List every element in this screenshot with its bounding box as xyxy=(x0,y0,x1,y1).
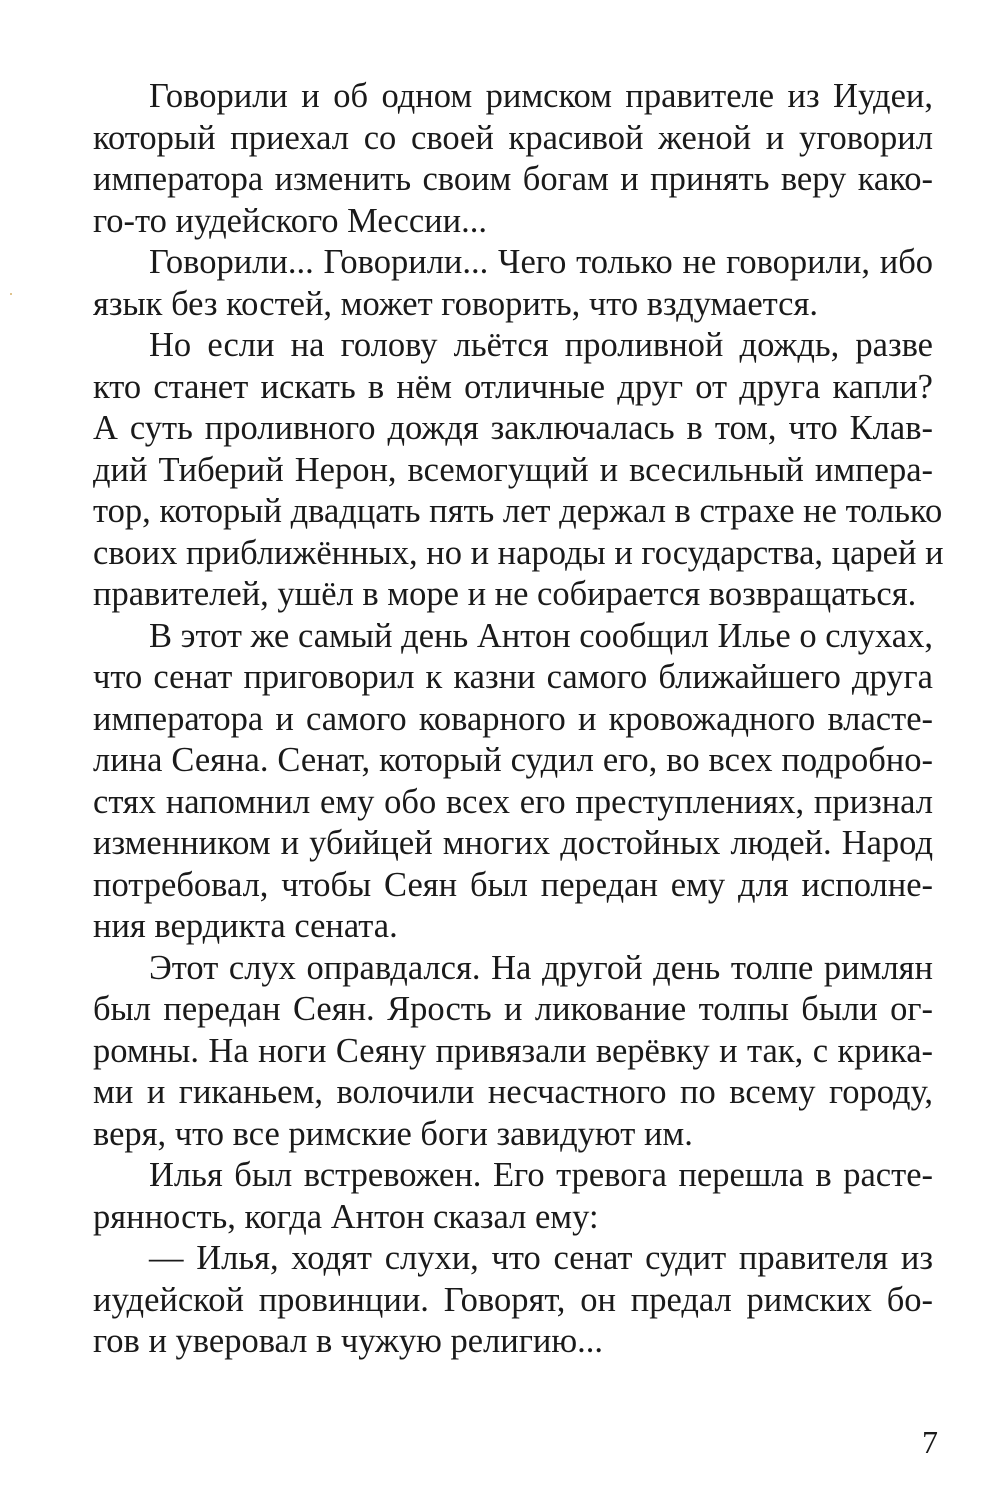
paragraph xyxy=(93,242,933,325)
text-line: ми и гиканьем, волочили несчастного по всему городу, xyxy=(93,1073,933,1111)
text-line: — Илья, ходят слухи, что сенат судит правителя из xyxy=(149,1239,933,1277)
text-line: лина Сеяна. Сенат, который судил его, во всех подробно- xyxy=(93,741,933,779)
text-line: императора изменить своим богам и принять веру како- xyxy=(93,160,933,198)
paragraph xyxy=(93,76,933,242)
text-line: А суть проливного дождя заключалась в том, что Клав- xyxy=(93,409,933,447)
text-line: Говорили и об одном римском правителе из Иудеи, xyxy=(149,77,933,115)
text-line: В этот же самый день Антон сообщил Илье о слухах, xyxy=(149,616,933,655)
text-line: императора и самого коварного и кровожадного власте- xyxy=(93,699,933,738)
text-line: го-то иудейского Мессии... xyxy=(93,201,487,240)
paragraph xyxy=(93,325,944,616)
paragraph xyxy=(93,948,933,1156)
text-line: дий Тиберий Нерон, всемогущий и всесильный импера- xyxy=(93,450,933,489)
text-line: что сенат приговорил к казни самого ближайшего друга xyxy=(93,658,933,696)
paragraph xyxy=(93,616,933,948)
text-line: гов и уверовал в чужую религию... xyxy=(93,1322,604,1360)
paragraph xyxy=(93,1155,933,1238)
text-line: который приехал со своей красивой женой и уговорил xyxy=(93,118,933,157)
text-line: кто станет искать в нём отличные друг от друга капли? xyxy=(93,367,933,406)
text-line: иудейской провинции. Говорят, он предал римских бо- xyxy=(93,1280,933,1319)
text-line: язык без костей, может говорить, что вздумается. xyxy=(93,284,818,323)
text-line: рянность, когда Антон сказал ему: xyxy=(93,1197,599,1236)
text-line: Илья был встревожен. Его тревога перешла в расте- xyxy=(149,1156,933,1194)
text-line: был передан Сеян. Ярость и ликование толпы были ог- xyxy=(93,990,933,1028)
text-line: Этот слух оправдался. На другой день толпе римлян xyxy=(149,948,933,987)
text-line: ния вердикта сената. xyxy=(93,907,398,945)
body-text xyxy=(93,76,944,1363)
text-line: Но если на голову льётся проливной дождь, разве xyxy=(149,326,933,364)
text-line: потребовал, чтобы Сеян был передан ему для исполне- xyxy=(93,865,933,904)
paragraph xyxy=(93,1238,933,1363)
paper-speck xyxy=(10,293,12,295)
text-line: стях напомнил ему обо всех его преступлениях, признал xyxy=(93,782,933,821)
text-line: тор, который двадцать пять лет держал в страхе не только xyxy=(93,492,943,530)
text-line: изменником и убийцей многих достойных людей. Народ xyxy=(93,824,933,862)
text-line: веря, что все римские боги завидуют им. xyxy=(93,1114,693,1153)
page-number: 7 xyxy=(922,1424,938,1460)
text-line: правителей, ушёл в море и не собирается возвращаться. xyxy=(93,575,917,613)
text-line: Говорили... Говорили... Чего только не говорили, ибо xyxy=(149,243,933,281)
text-line: ромны. На ноги Сеяну привязали верёвку и так, с крика- xyxy=(93,1031,933,1070)
text-line: своих приближённых, но и народы и государства, царей и xyxy=(93,533,944,572)
